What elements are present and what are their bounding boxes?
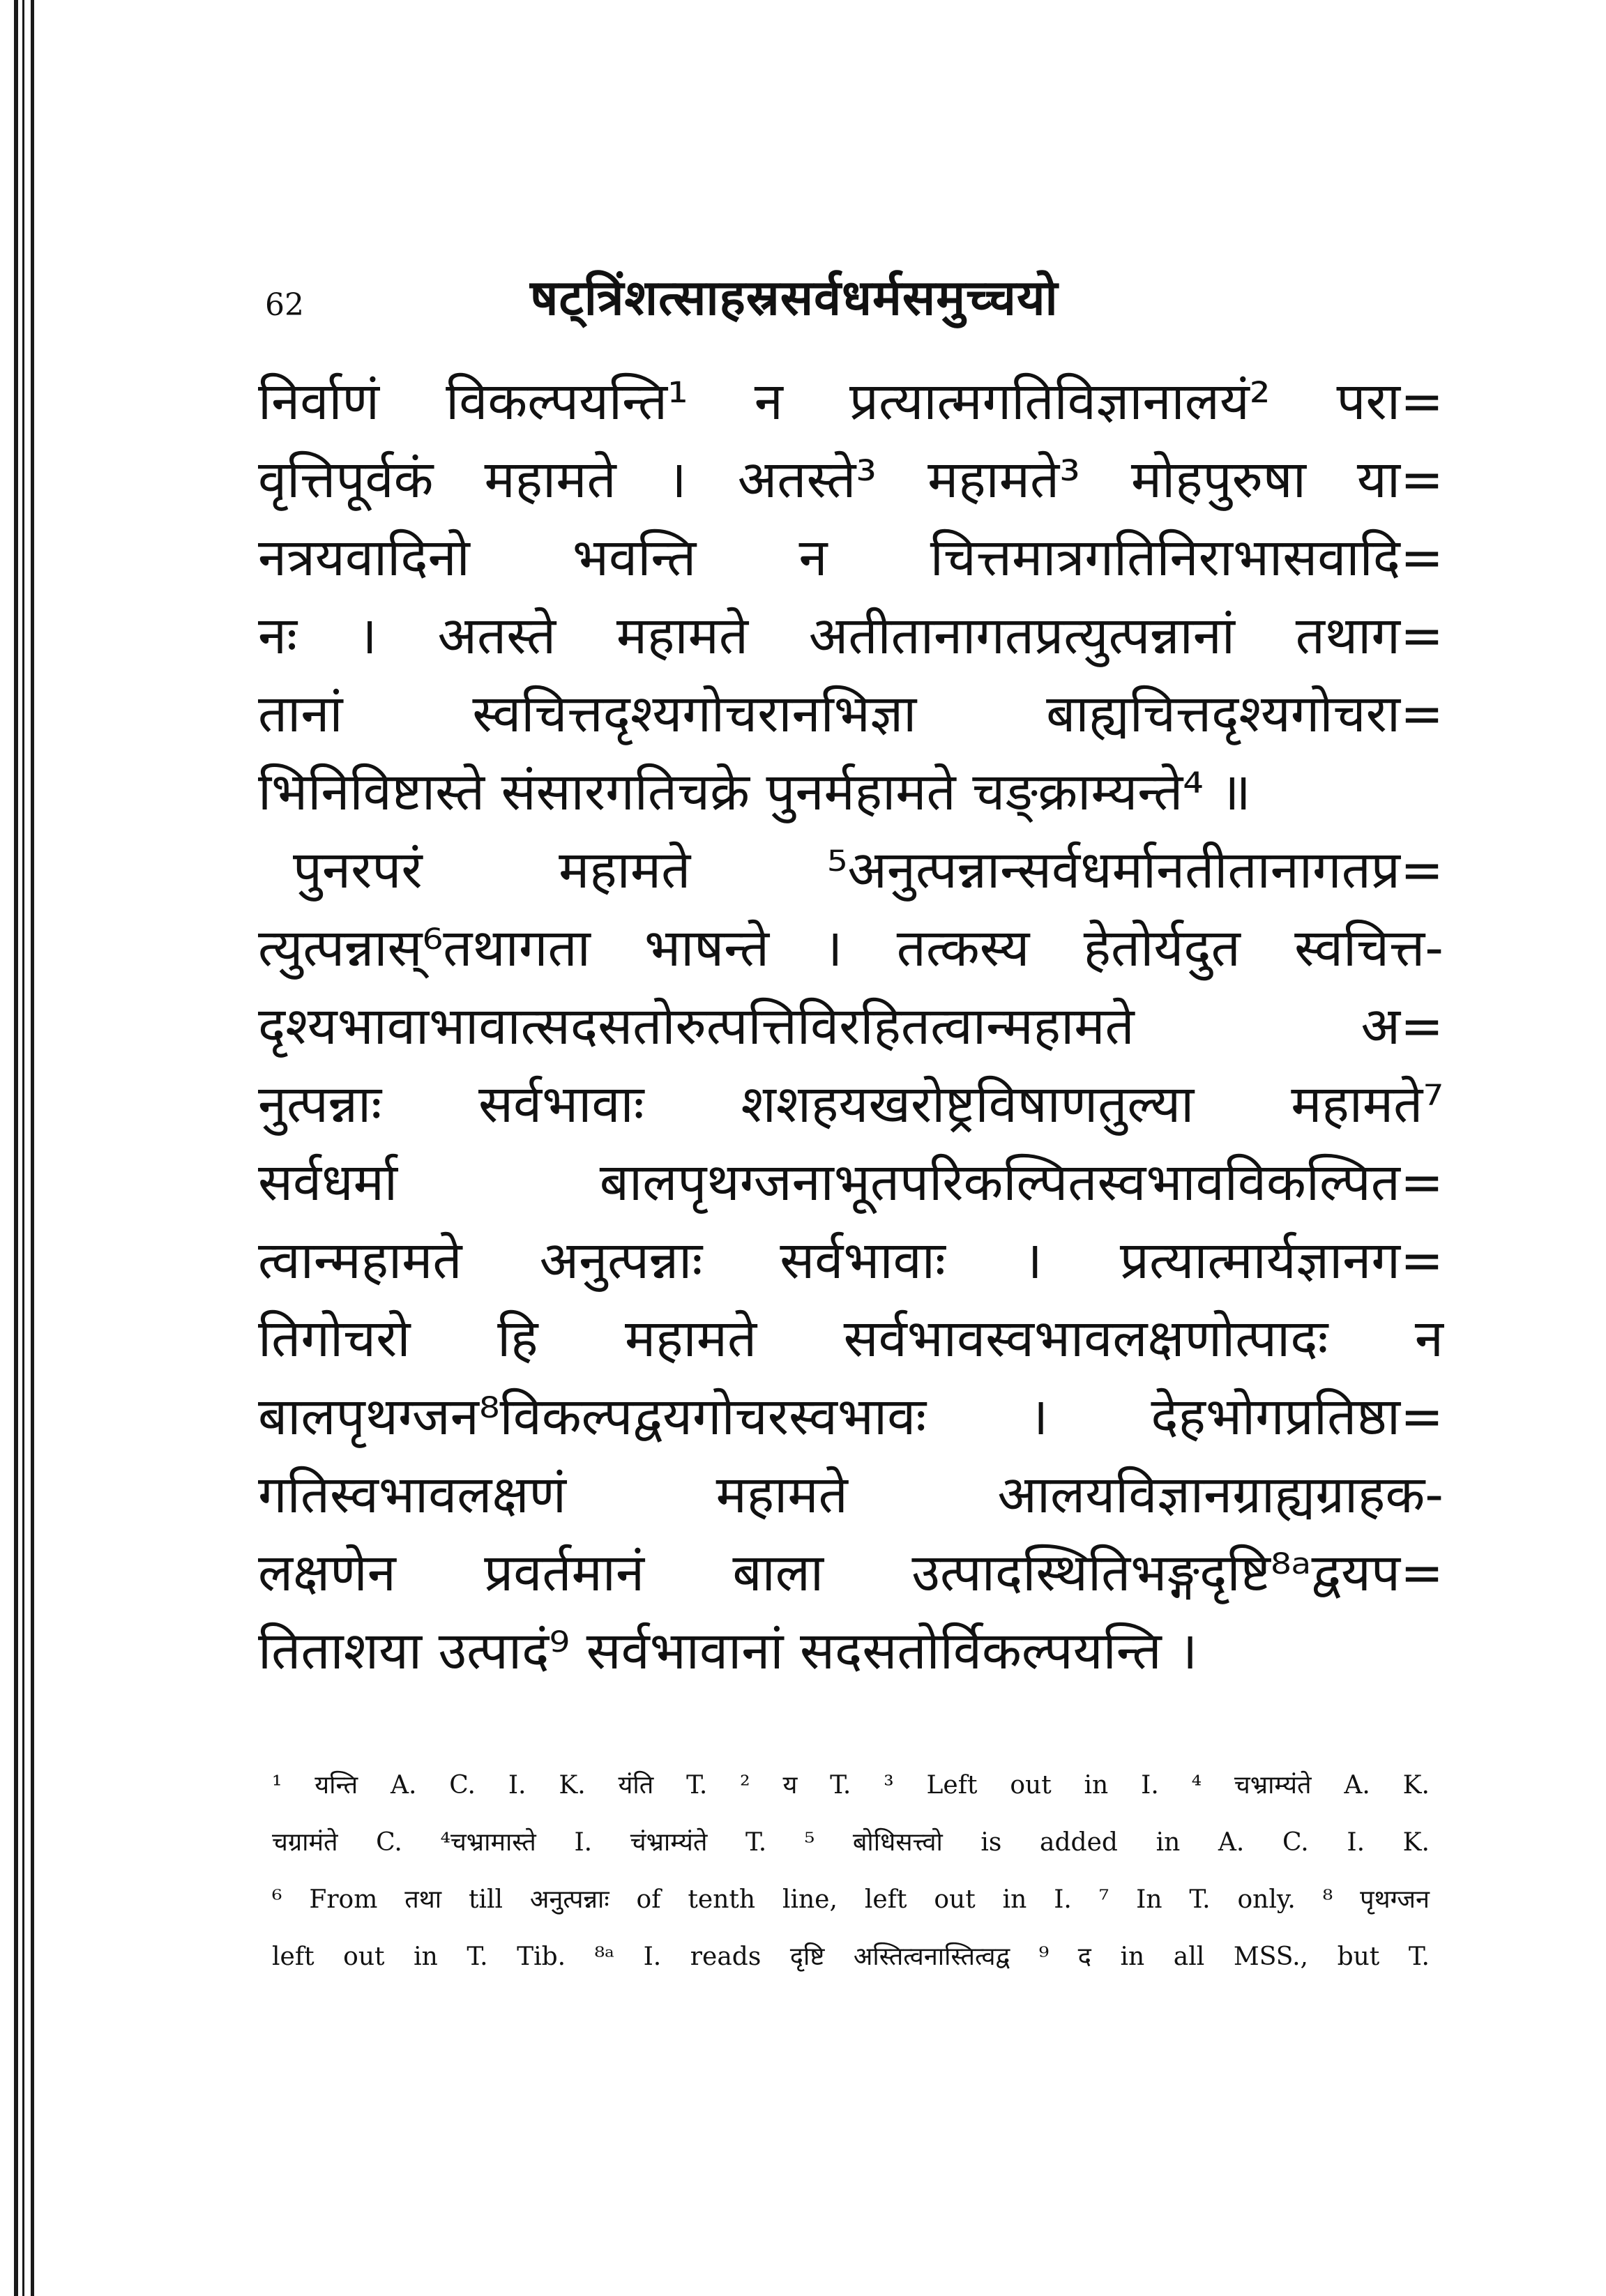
binding-line [22,0,24,2296]
footnotes [272,1757,1430,1986]
text-line: तिगोचरो हि महामते सर्वभावस्वभावलक्षणोत्पादः न [258,1309,1444,1369]
text-line: नः । अतस्ते महामते अतीतानागतप्रत्युत्पन्नानां तथाग= [258,606,1444,666]
binding-line [14,0,18,2296]
text-line: तिताशया उत्पादं⁹ सर्वभावानां सदसतोर्विकल्पयन्ति । [258,1621,1198,1681]
footnote-line: ¹ यन्ति A. C. I. K. यंति T. ² य T. ³ Left out in I. ⁴ चभ्राम्यंते A. K. [272,1771,1430,1800]
page-number: 62 [265,287,304,323]
page-binding-edge [0,0,42,2296]
running-title: षट्त्रिंशत्साहस्रसर्वधर्मसमुच्चयो [530,269,1059,326]
text-line: लक्षणेन प्रवर्तमानं बाला उत्पादस्थितिभङ्गदृष्टि⁸ᵃद्वयप= [258,1543,1444,1603]
text-line: भिनिविष्टास्ते संसारगतिचक्रे पुनर्महामते चङ्क्राम्यन्ते⁴ ॥ [258,762,1251,822]
text-line: सर्वधर्मा बालपृथग्जनाभूतपरिकल्पितस्वभावविकल्पित= [258,1153,1444,1212]
text-line: तानां स्वचित्तदृश्यगोचरानभिज्ञा बाह्यचित्तदृश्यगोचरा= [258,684,1444,744]
text-line: त्युत्पन्नास्⁶तथागता भाषन्ते । तत्कस्य हेतोर्यदुत स्वचित्त- [258,918,1444,978]
footnote-line: चग्रामंते C. ⁴चभ्रामास्ते I. चंभ्राम्यंते T. ⁵ बोधिसत्त्वो is added in A. C. I. K. [272,1828,1430,1857]
text-line: त्वान्महामते अनुत्पन्नाः सर्वभावाः । प्रत्यात्मार्यज्ञानग= [258,1231,1444,1291]
text-line: बालपृथग्जन⁸विकल्पद्वयगोचरस्वभावः । देहभोगप्रतिष्ठा= [258,1387,1444,1447]
main-text-block [258,363,1444,1690]
text-line: नत्रयवादिनो भवन्ति न चित्तमात्रगतिनिराभासवादि= [258,528,1444,588]
text-line: दृश्यभावाभावात्सदसतोरुत्पत्तिविरहितत्वान्महामते अ= [258,996,1444,1056]
text-line: वृत्तिपूर्वकं महामते । अतस्ते³ महामते³ मोहपुरुषा या= [258,450,1444,510]
text-line: निर्वाणं विकल्पयन्ति¹ न प्रत्यात्मगतिविज्ञानालयं² परा= [258,372,1444,432]
text-line: गतिस्वभावलक्षणं महामते आलयविज्ञानग्राह्यग्राहक- [258,1465,1444,1525]
footnote-line: ⁶ From तथा till अनुत्पन्नाः of tenth line, left out in I. ⁷ In T. only. ⁸ पृथग्जन [272,1885,1430,1914]
binding-line [31,0,34,2296]
page-header [258,258,1444,342]
paragraph-start-line: पुनरपरं महामते ⁵अनुत्पन्नान्सर्वधर्मानतीतानागतप्र= [293,840,1444,900]
text-line: नुत्पन्नाः सर्वभावाः शशहयखरोष्ट्रविषाणतुल्या महामते⁷ [258,1074,1444,1134]
footnote-line: left out in T. Tib. ⁸ᵃ I. reads दृष्टि अस्तित्वनास्तित्वद्व ⁹ द in all MSS., but T. [272,1943,1430,1971]
